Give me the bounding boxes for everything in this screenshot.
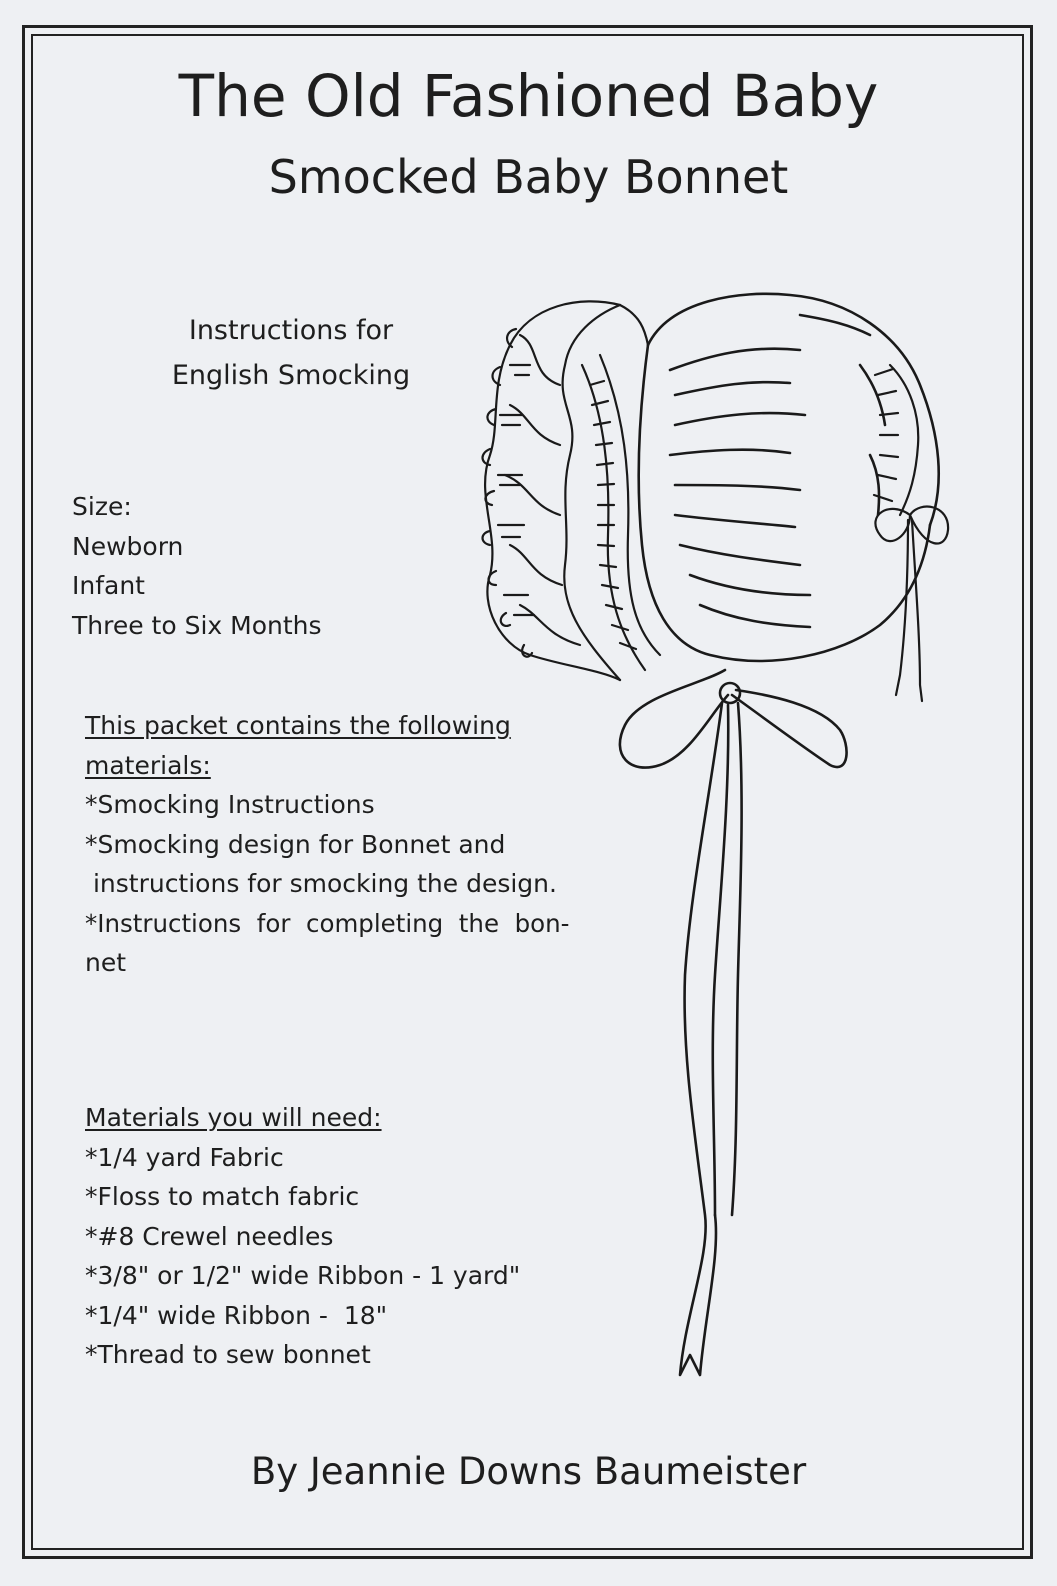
packet-item: *Smocking design for Bonnet and xyxy=(85,829,506,859)
size-item: Infant xyxy=(72,571,145,600)
materials-item: *Thread to sew bonnet xyxy=(85,1340,371,1369)
materials-item: *1/4" wide Ribbon - 18" xyxy=(85,1300,388,1330)
bonnet-crown xyxy=(639,294,939,661)
packet-item: *Instructions for completing the bon- xyxy=(85,908,570,938)
materials-section xyxy=(85,1098,520,1375)
size-item: Three to Six Months xyxy=(72,610,322,640)
packet-item: *Smocking Instructions xyxy=(85,790,375,819)
instructions-line: English Smocking xyxy=(171,360,411,391)
packet-item: net xyxy=(85,948,127,977)
materials-item: *#8 Crewel needles xyxy=(85,1221,334,1251)
page-title: The Old Fashioned Baby xyxy=(178,62,879,130)
materials-heading: Materials you will need: xyxy=(85,1103,382,1132)
packet-heading: materials: xyxy=(85,750,211,780)
packet-item: instructions for smocking the design. xyxy=(85,869,557,898)
page-subtitle: Smocked Baby Bonnet xyxy=(268,150,789,204)
bonnet-ruffle xyxy=(483,301,621,680)
instructions-note xyxy=(146,308,436,398)
instructions-line: Instructions for xyxy=(188,315,394,346)
author-credit: By Jeannie Downs Baumeister xyxy=(250,1450,807,1493)
size-item: Newborn xyxy=(72,531,184,561)
packet-heading: This packet contains the following xyxy=(85,711,511,740)
size-section xyxy=(72,487,322,645)
materials-item: *3/8" or 1/2" wide Ribbon - 1 yard" xyxy=(85,1261,521,1290)
materials-item: *1/4 yard Fabric xyxy=(85,1142,284,1172)
bonnet-front-bow xyxy=(620,670,847,1375)
materials-item: *Floss to match fabric xyxy=(85,1182,360,1211)
baby-bonnet-drawing xyxy=(470,275,970,1395)
size-label: Size: xyxy=(72,492,132,521)
bonnet-back-ruffle xyxy=(874,365,948,701)
bonnet-smocked-band xyxy=(582,305,660,670)
